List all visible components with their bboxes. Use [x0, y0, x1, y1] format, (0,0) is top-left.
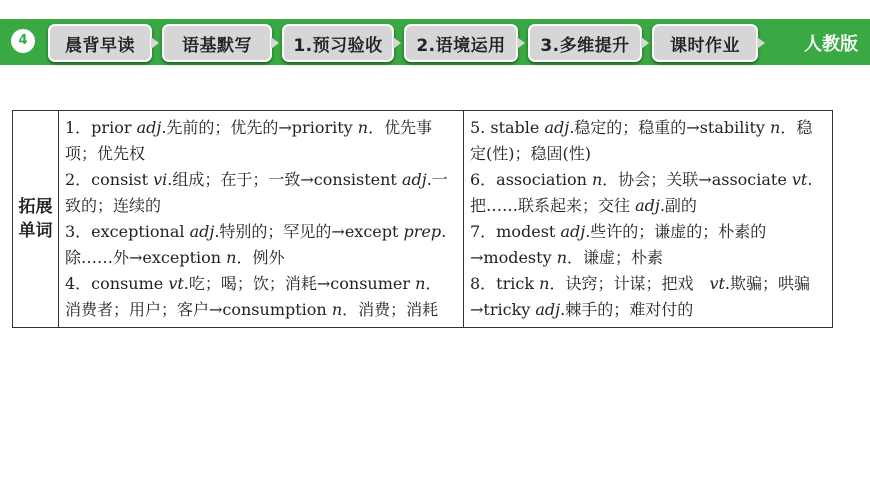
word-entry: 2．consist vi.组成；在于；一致→consistent adj.一致的；连续的 [65, 170, 448, 215]
tab-homework[interactable]: 课时作业 [652, 24, 758, 62]
section-label-line2: 单词 [18, 221, 53, 241]
tab-morning-reading[interactable]: 晨背早读 [48, 24, 152, 62]
left-word-column [59, 111, 464, 328]
tab-basic-dictation[interactable]: 语基默写 [162, 24, 272, 62]
section-label-line1: 拓展 [18, 197, 53, 217]
page-number-badge: 4 [11, 29, 35, 53]
word-entry: 7．modest adj.些许的；谦虚的；朴素的→modesty n．谦虚；朴素 [470, 222, 767, 267]
word-entry: 4．consume vt.吃；喝；饮；消耗→consumer n．消费者；用户；客户→consumption n．消费；消耗 [65, 274, 442, 319]
tab-multi-improvement[interactable]: 3.多维提升 [528, 24, 642, 62]
right-word-column [464, 111, 833, 328]
word-entry: 5. stable adj.稳定的；稳重的→stability n．稳定(性)；稳固(性) [470, 118, 813, 163]
tab-context-usage[interactable]: 2.语境运用 [404, 24, 518, 62]
word-entry: 8．trick n．诀窍；计谋；把戏 vt.欺骗；哄骗→tricky adj.棘手的；难对付的 [470, 274, 811, 319]
section-label [13, 111, 59, 328]
edition-label: 人教版 [804, 34, 858, 55]
word-entry: 3．exceptional adj.特别的；罕见的→except prep.除……外→exception n．例外 [65, 222, 447, 267]
vocabulary-table [12, 110, 833, 328]
word-entry: 1．prior adj.先前的；优先的→priority n．优先事项；优先权 [65, 118, 433, 163]
tab-preview-check[interactable]: 1.预习验收 [282, 24, 394, 62]
word-entry: 6．association n．协会；关联→associate vt.把……联系起来；交往 adj.副的 [470, 170, 813, 215]
